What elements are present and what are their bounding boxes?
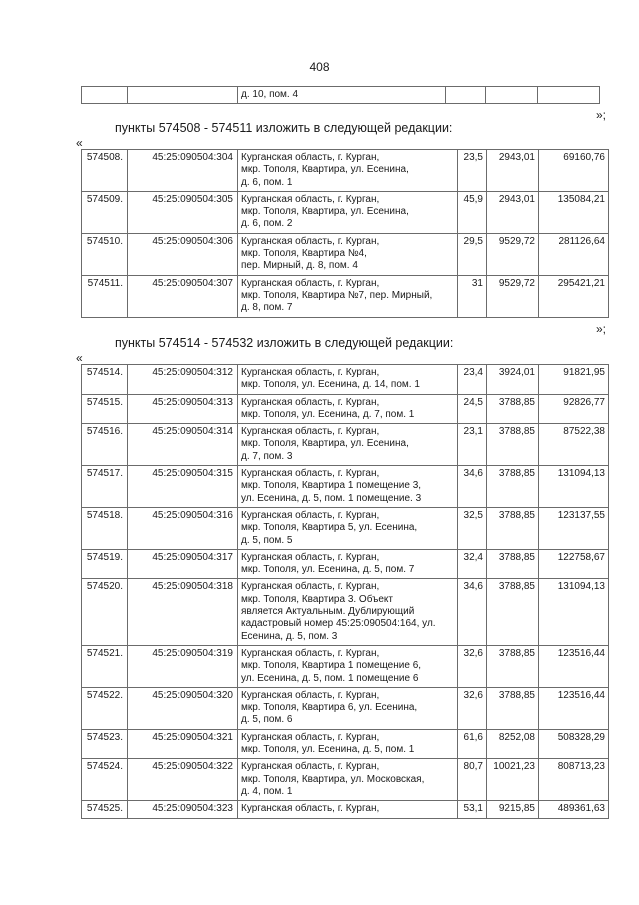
cadastral-table-1 — [81, 149, 609, 318]
cadastral-number-cell: 45:25:090504:313 — [128, 394, 238, 424]
area-cell: 23,4 — [458, 365, 487, 395]
cadastral-value-per-sqm-cell: 10021,23 — [487, 759, 539, 801]
cadastral-value-cell: 92826,77 — [539, 394, 609, 424]
cadastral-value-per-sqm-cell: 3788,85 — [487, 466, 539, 508]
cadastral-number-cell: 45:25:090504:316 — [128, 507, 238, 549]
cadastral-value-cell: 131094,13 — [539, 466, 609, 508]
address-cell: Курганская область, г. Курган, мкр. Тополя, Квартира №7, пер. Мирный, д. 8, пом. 7 — [238, 275, 458, 317]
cadastral-table-2 — [81, 364, 609, 819]
area-cell: 23,1 — [458, 424, 487, 466]
cadastral-value-per-sqm-cell — [486, 87, 538, 104]
table-row — [82, 507, 609, 549]
cadastral-number-cell: 45:25:090504:314 — [128, 424, 238, 466]
table-row — [82, 87, 600, 104]
item-number-cell: 574509. — [82, 191, 128, 233]
open-quote-mark: « — [76, 136, 83, 150]
item-number-cell: 574511. — [82, 275, 128, 317]
address-cell: Курганская область, г. Курган, мкр. Тополя, ул. Есенина, д. 5, пом. 7 — [238, 549, 458, 579]
instruction-1: пункты 574508 - 574511 изложить в следующей редакции: — [115, 121, 453, 135]
address-cell: Курганская область, г. Курган, мкр. Тополя, Квартира 1 помещение 3, ул. Есенина, д. 5, пом. 1 помещение. 3 — [238, 466, 458, 508]
area-cell — [446, 87, 486, 104]
address-cell: Курганская область, г. Курган, мкр. Тополя, Квартира, ул. Есенина, д. 6, пом. 2 — [238, 191, 458, 233]
cadastral-value-per-sqm-cell: 3788,85 — [487, 645, 539, 687]
address-cell: Курганская область, г. Курган, мкр. Тополя, ул. Есенина, д. 5, пом. 1 — [238, 729, 458, 759]
area-cell: 34,6 — [458, 579, 487, 645]
area-cell: 32,6 — [458, 645, 487, 687]
cadastral-number-cell: 45:25:090504:312 — [128, 365, 238, 395]
close-quote-mark-2: »; — [596, 322, 607, 336]
continuation-table — [81, 86, 600, 104]
item-number-cell: 574523. — [82, 729, 128, 759]
cadastral-number-cell: 45:25:090504:306 — [128, 233, 238, 275]
cadastral-value-cell — [538, 87, 600, 104]
area-cell: 23,5 — [458, 150, 487, 192]
area-cell: 31 — [458, 275, 487, 317]
close-quote-mark: »; — [596, 108, 607, 122]
address-cell: Курганская область, г. Курган, мкр. Тополя, Квартира №4, пер. Мирный, д. 8, пом. 4 — [238, 233, 458, 275]
cadastral-value-cell: 131094,13 — [539, 579, 609, 645]
address-cell: Курганская область, г. Курган, мкр. Тополя, Квартира, ул. Есенина, д. 7, пом. 3 — [238, 424, 458, 466]
item-number-cell: 574524. — [82, 759, 128, 801]
cadastral-number-cell: 45:25:090504:318 — [128, 579, 238, 645]
address-cell: Курганская область, г. Курган, мкр. Тополя, Квартира 3. Объект является Актуальным. Дублирующий кадастровый номер 45:25:090504:164, ул. Есенина, д. 5, пом. 3 — [238, 579, 458, 645]
area-cell: 32,5 — [458, 507, 487, 549]
cadastral-value-cell: 91821,95 — [539, 365, 609, 395]
item-number-cell: 574518. — [82, 507, 128, 549]
table-row — [82, 233, 609, 275]
item-number-cell: 574522. — [82, 687, 128, 729]
table-row — [82, 424, 609, 466]
cadastral-value-cell: 123516,44 — [539, 687, 609, 729]
table-row — [82, 394, 609, 424]
item-number-cell: 574517. — [82, 466, 128, 508]
cadastral-value-cell: 489361,63 — [539, 801, 609, 818]
address-cell: Курганская область, г. Курган, — [238, 801, 458, 818]
cadastral-number-cell: 45:25:090504:321 — [128, 729, 238, 759]
table-row — [82, 759, 609, 801]
address-cell: д. 10, пом. 4 — [238, 87, 446, 104]
cadastral-value-cell: 123516,44 — [539, 645, 609, 687]
table-row — [82, 275, 609, 317]
cadastral-value-cell: 508328,29 — [539, 729, 609, 759]
item-number-cell: 574525. — [82, 801, 128, 818]
page-number: 408 — [309, 60, 330, 74]
area-cell: 61,6 — [458, 729, 487, 759]
cadastral-value-per-sqm-cell: 9529,72 — [487, 233, 539, 275]
address-cell: Курганская область, г. Курган, мкр. Тополя, Квартира 6, ул. Есенина, д. 5, пом. 6 — [238, 687, 458, 729]
area-cell: 32,4 — [458, 549, 487, 579]
cadastral-value-cell: 281126,64 — [539, 233, 609, 275]
area-cell: 45,9 — [458, 191, 487, 233]
cadastral-value-per-sqm-cell: 3788,85 — [487, 394, 539, 424]
cadastral-number-cell: 45:25:090504:319 — [128, 645, 238, 687]
area-cell: 32,6 — [458, 687, 487, 729]
area-cell: 29,5 — [458, 233, 487, 275]
cadastral-value-cell: 87522,38 — [539, 424, 609, 466]
item-number-cell: 574519. — [82, 549, 128, 579]
table-row — [82, 365, 609, 395]
cadastral-value-per-sqm-cell: 3788,85 — [487, 424, 539, 466]
cadastral-number-cell: 45:25:090504:322 — [128, 759, 238, 801]
area-cell: 34,6 — [458, 466, 487, 508]
table-row — [82, 191, 609, 233]
cadastral-value-cell: 135084,21 — [539, 191, 609, 233]
address-cell: Курганская область, г. Курган, мкр. Тополя, Квартира 5, ул. Есенина, д. 5, пом. 5 — [238, 507, 458, 549]
item-number-cell: 574516. — [82, 424, 128, 466]
area-cell: 80,7 — [458, 759, 487, 801]
cadastral-value-per-sqm-cell: 3924,01 — [487, 365, 539, 395]
cadastral-number-cell: 45:25:090504:323 — [128, 801, 238, 818]
open-quote-mark-2: « — [76, 351, 83, 365]
table-row — [82, 549, 609, 579]
table-row — [82, 150, 609, 192]
cadastral-value-per-sqm-cell: 2943,01 — [487, 191, 539, 233]
table-row — [82, 687, 609, 729]
cadastral-number-cell: 45:25:090504:320 — [128, 687, 238, 729]
cadastral-value-cell: 295421,21 — [539, 275, 609, 317]
table-row — [82, 729, 609, 759]
cadastral-number-cell: 45:25:090504:307 — [128, 275, 238, 317]
table-row — [82, 466, 609, 508]
table-row — [82, 579, 609, 645]
area-cell: 24,5 — [458, 394, 487, 424]
item-number-cell: 574515. — [82, 394, 128, 424]
cadastral-value-cell: 122758,67 — [539, 549, 609, 579]
address-cell: Курганская область, г. Курган, мкр. Тополя, ул. Есенина, д. 14, пом. 1 — [238, 365, 458, 395]
cadastral-number-cell — [128, 87, 238, 104]
cadastral-value-cell: 808713,23 — [539, 759, 609, 801]
address-cell: Курганская область, г. Курган, мкр. Тополя, Квартира, ул. Московская, д. 4, пом. 1 — [238, 759, 458, 801]
item-number-cell: 574521. — [82, 645, 128, 687]
cadastral-value-per-sqm-cell: 8252,08 — [487, 729, 539, 759]
item-number-cell: 574510. — [82, 233, 128, 275]
cadastral-value-per-sqm-cell: 3788,85 — [487, 507, 539, 549]
cadastral-value-per-sqm-cell: 3788,85 — [487, 687, 539, 729]
cadastral-value-cell: 69160,76 — [539, 150, 609, 192]
area-cell: 53,1 — [458, 801, 487, 818]
table-row — [82, 645, 609, 687]
address-cell: Курганская область, г. Курган, мкр. Тополя, Квартира, ул. Есенина, д. 6, пом. 1 — [238, 150, 458, 192]
item-number-cell: 574508. — [82, 150, 128, 192]
item-number-cell: 574514. — [82, 365, 128, 395]
cadastral-value-per-sqm-cell: 3788,85 — [487, 549, 539, 579]
cadastral-value-per-sqm-cell: 9529,72 — [487, 275, 539, 317]
cadastral-value-per-sqm-cell: 9215,85 — [487, 801, 539, 818]
cadastral-number-cell: 45:25:090504:305 — [128, 191, 238, 233]
table-row — [82, 801, 609, 818]
cadastral-number-cell: 45:25:090504:317 — [128, 549, 238, 579]
cadastral-number-cell: 45:25:090504:315 — [128, 466, 238, 508]
instruction-2: пункты 574514 - 574532 изложить в следующей редакции: — [115, 336, 454, 350]
address-cell: Курганская область, г. Курган, мкр. Тополя, Квартира 1 помещение 6, ул. Есенина, д. 5, пом. 1 помещение 6 — [238, 645, 458, 687]
cadastral-value-per-sqm-cell: 2943,01 — [487, 150, 539, 192]
cadastral-value-per-sqm-cell: 3788,85 — [487, 579, 539, 645]
address-cell: Курганская область, г. Курган, мкр. Тополя, ул. Есенина, д. 7, пом. 1 — [238, 394, 458, 424]
item-number-cell — [82, 87, 128, 104]
cadastral-number-cell: 45:25:090504:304 — [128, 150, 238, 192]
cadastral-value-cell: 123137,55 — [539, 507, 609, 549]
item-number-cell: 574520. — [82, 579, 128, 645]
